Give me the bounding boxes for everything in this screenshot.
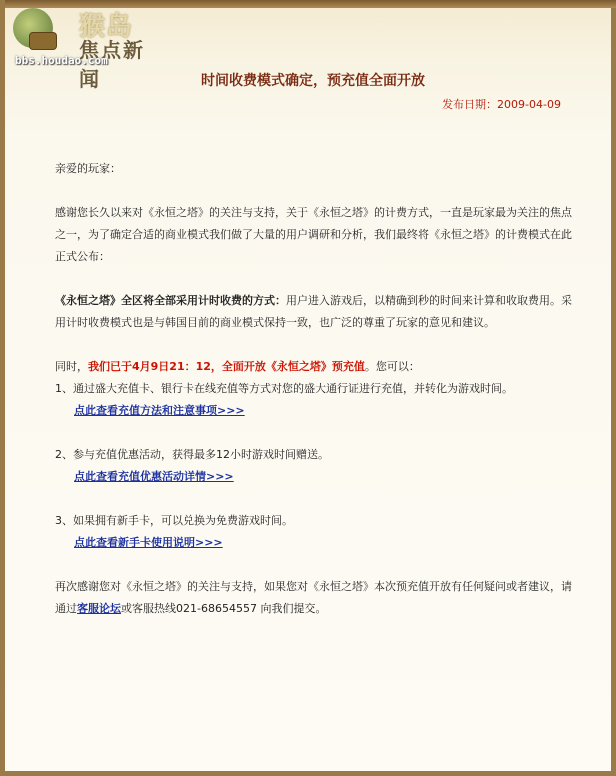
logo-title: 猴岛 — [79, 12, 134, 42]
billing-text: 用户进入游戏后，以精确到秒的时间来计算和收取费用。采用计时收费模式也是与韩国目前的商业模式保持一致，也广泛的尊重了玩家的意见和建议。 — [55, 294, 572, 329]
precharge-suffix: 。您可以： — [364, 360, 420, 373]
support-forum-link[interactable]: 客服论坛 — [77, 602, 121, 615]
precharge-prefix: 同时， — [55, 360, 88, 373]
logo-section: 焦点新闻 — [79, 38, 145, 91]
closing-text: 再次感谢您对《永恒之塔》的关注与支持，如果您对《永恒之塔》本次预充值开放有任何疑问或者建议，请通过 — [55, 580, 572, 615]
article-body — [55, 158, 575, 642]
article-title: 时间收费模式确定，预充值全面开放 — [201, 73, 425, 89]
option-2: 2、参与充值优惠活动，获得最多12小时游戏时间赠送。 — [55, 448, 329, 461]
closing-hotline: 或客服热线021-68654557 向我们提交。 — [121, 602, 327, 615]
logo-url: bbs.houdao.com — [15, 54, 108, 67]
billing-highlight: 《永恒之塔》全区将全部采用计时收费的方式： — [55, 294, 286, 307]
precharge-line — [55, 356, 575, 378]
recharge-promo-link[interactable]: 点此查看充值优惠活动详情>>> — [74, 470, 234, 483]
intro-paragraph: 感谢您长久以来对《永恒之塔》的关注与支持，关于《永恒之塔》的计费方式，一直是玩家最为关注的焦点之一，为了确定合适的商业模式我们做了大量的用户调研和分析，我们最终将《永恒之塔》的计费模式在此正式公布： — [55, 206, 572, 263]
precharge-highlight: 我们已于4月9日21：12，全面开放《永恒之塔》预充值 — [88, 360, 365, 373]
greeting: 亲爱的玩家： — [55, 162, 121, 175]
precharge-section — [55, 356, 575, 554]
publish-date: 发布日期：2009-04-09 — [442, 98, 561, 111]
treasure-chest-icon — [29, 32, 57, 50]
billing-paragraph — [55, 290, 575, 334]
option-3: 3、如果拥有新手卡，可以兑换为免费游戏时间。 — [55, 514, 293, 527]
closing-paragraph — [55, 576, 575, 620]
recharge-method-link[interactable]: 点此查看充值方法和注意事项>>> — [74, 404, 245, 417]
newbie-card-link[interactable]: 点此查看新手卡使用说明>>> — [74, 536, 223, 549]
option-1: 1、通过盛大充值卡、银行卡在线充值等方式对您的盛大通行证进行充值，并转化为游戏时间。 — [55, 382, 513, 395]
site-logo[interactable] — [13, 6, 163, 91]
